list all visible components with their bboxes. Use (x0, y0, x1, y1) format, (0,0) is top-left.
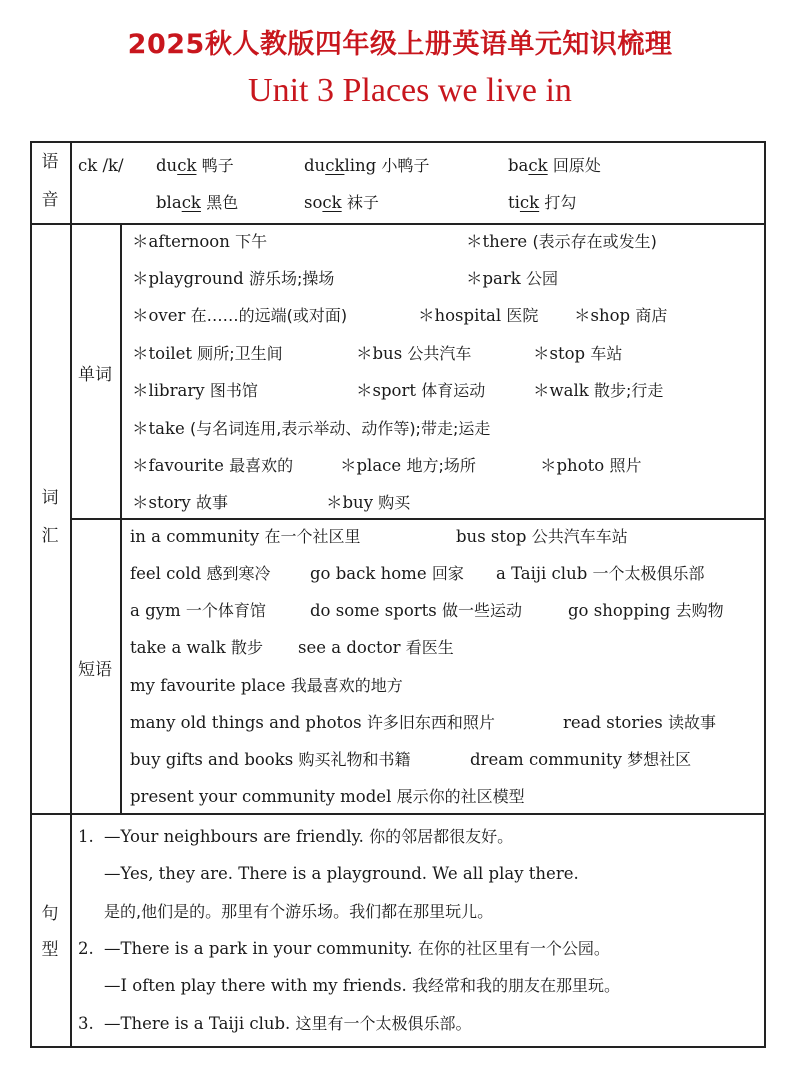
sentence-line: —There is a park in your community. 在你的社区里有一个公园。 (104, 939, 610, 958)
phrase-item: a gym 一个体育馆 (130, 601, 266, 620)
phonics-word: sock 袜子 (304, 193, 379, 212)
word-item: ＊park 公园 (466, 269, 559, 288)
phrase-item: go back home 回家 (310, 564, 464, 583)
word-item: ＊photo 照片 (540, 456, 642, 475)
phrases-label: 短语 (78, 660, 112, 680)
word-item: ＊playground 游乐场;操场 (132, 269, 335, 288)
phrase-item: take a walk 散步 (130, 638, 264, 657)
sentences-label-1: 句 (41, 904, 59, 924)
word-item: ＊afternoon 下午 (132, 232, 268, 251)
word-item: ＊bus 公共汽车 (356, 344, 472, 363)
word-item: ＊sport 体育运动 (356, 381, 486, 400)
word-item: ＊over 在……的远端(或对面) (132, 306, 348, 325)
sentences-label-2: 型 (41, 940, 59, 960)
phrase-item: go shopping 去购物 (568, 601, 724, 620)
phonics-label-1: 语 (41, 152, 59, 172)
phonics-word: back 回原处 (508, 156, 601, 175)
phrase-item: bus stop 公共汽车车站 (456, 527, 628, 546)
sentence-line: —There is a Taiji club. 这里有一个太极俱乐部。 (104, 1014, 472, 1033)
phonics-word: tick 打勾 (508, 193, 577, 212)
word-item: ＊there (表示存在或发生) (466, 232, 657, 251)
unit-subtitle: Unit 3 Places we live in (248, 72, 572, 109)
word-item: ＊toilet 厕所;卫生间 (132, 344, 283, 363)
phrase-item: many old things and photos 许多旧东西和照片 (130, 713, 495, 732)
phrase-item: a Taiji club 一个太极俱乐部 (496, 564, 705, 583)
phonics-word: duck 鸭子 (156, 156, 234, 175)
sentence-line: 是的,他们是的。那里有个游乐场。我们都在那里玩儿。 (104, 902, 494, 921)
sentence-line: —Yes, they are. There is a playground. We all play there. (104, 864, 579, 883)
phrase-item: dream community 梦想社区 (470, 750, 692, 769)
page-title: 2025秋人教版四年级上册英语单元知识梳理 (127, 29, 673, 60)
phonics-pattern: ck /k/ (78, 156, 124, 175)
phrase-item: my favourite place 我最喜欢的地方 (130, 676, 403, 695)
word-item: ＊shop 商店 (574, 306, 668, 325)
word-item: ＊stop 车站 (533, 344, 623, 363)
phrase-item: read stories 读故事 (563, 713, 716, 732)
phonics-label-2: 音 (41, 190, 59, 210)
word-item: ＊take (与名词连用,表示举动、动作等);带走;运走 (132, 419, 491, 438)
phrase-item: in a community 在一个社区里 (130, 527, 361, 546)
phrase-item: buy gifts and books 购买礼物和书籍 (130, 750, 411, 769)
phonics-word: duckling 小鸭子 (304, 156, 430, 175)
word-item: ＊buy 购买 (326, 493, 411, 512)
phrase-item: present your community model 展示你的社区模型 (130, 787, 525, 806)
sentence-line: —Your neighbours are friendly. 你的邻居都很友好。 (104, 827, 514, 846)
phonics-word: black 黑色 (156, 193, 239, 212)
word-item: ＊favourite 最喜欢的 (132, 456, 294, 475)
phrase-item: feel cold 感到寒冷 (130, 564, 271, 583)
word-item: ＊walk 散步;行走 (533, 381, 664, 400)
word-item: ＊place 地方;场所 (340, 456, 476, 475)
words-label: 单词 (78, 365, 112, 385)
phrase-item: do some sports 做一些运动 (310, 601, 523, 620)
sentence-num: 1. (78, 827, 94, 846)
word-item: ＊story 故事 (132, 493, 229, 512)
sentence-num: 2. (78, 939, 94, 958)
phrase-item: see a doctor 看医生 (298, 638, 454, 657)
vocab-label-1: 词 (41, 488, 59, 508)
word-item: ＊library 图书馆 (132, 381, 258, 400)
sentence-line: —I often play there with my friends. 我经常和我的朋友在那里玩。 (104, 976, 621, 995)
sentence-num: 3. (78, 1014, 94, 1033)
vocab-label-2: 汇 (41, 526, 59, 546)
word-item: ＊hospital 医院 (418, 306, 539, 325)
